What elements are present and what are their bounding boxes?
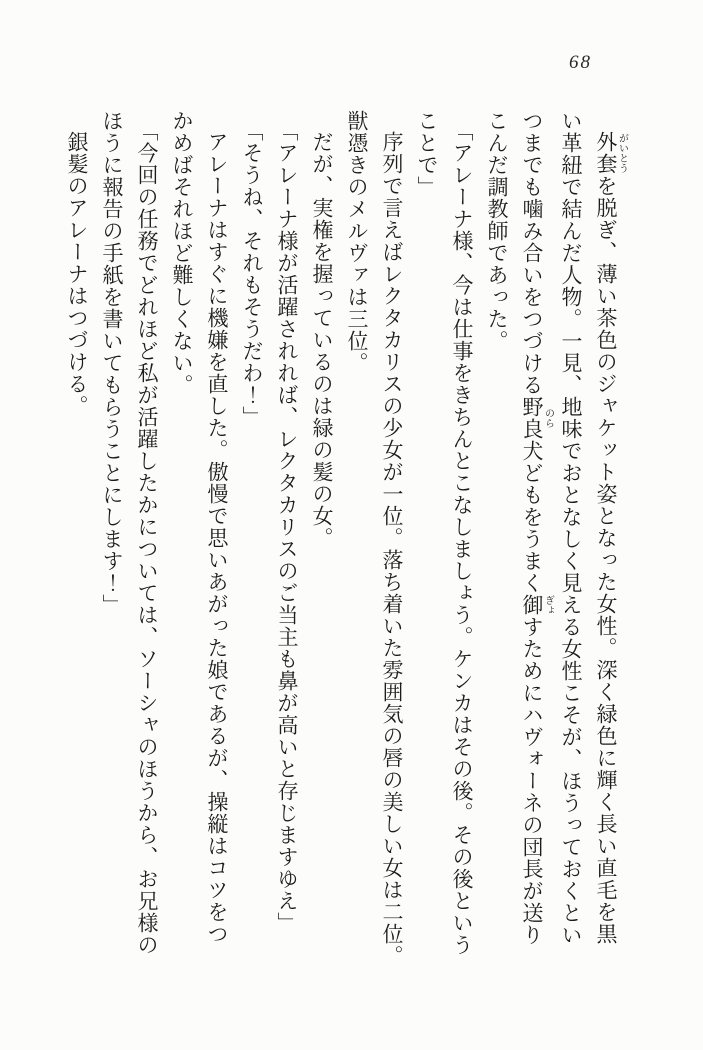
page-number: 68	[569, 52, 592, 73]
text-line: だが、実権を握っているのは緑の髪の女。	[310, 131, 334, 549]
text-line: アレーナはすぐに機嫌を直した。傲慢で思いあがった娘であるが、操縦はコツをつ	[205, 131, 229, 945]
text-line: 「そうね、それもそうだわ！」	[240, 120, 264, 428]
ruby-annotated-word: 御ぎょ	[520, 594, 554, 616]
furigana: がいとう	[616, 131, 628, 175]
text-line: ほうに報告の手紙を書いてもらうことにします！」	[100, 110, 124, 616]
text-line: 銀髪のアレーナはつづける。	[65, 131, 89, 417]
ruby-annotated-word: 外套がいとう	[594, 131, 628, 175]
text-line: かめばそれほど難しくない。	[170, 110, 194, 396]
text-line: 「アレーナ様が活躍されれば、レクタカリスのご当主も鼻が高いと存じますゆえ」	[275, 120, 299, 934]
text-line: 「今回の任務でどれほど私が活躍したかについては、ソーシャのほうから、お兄様の	[135, 120, 159, 956]
text-line: ことで」	[415, 110, 439, 198]
text-line: 序列で言えばレクタカリスの少女が一位。落ち着いた雰囲気の唇の美しい女は二位。	[380, 131, 404, 967]
text-line: 「アレーナ様、今は仕事をきちんとこなしましょう。ケンカはその後。その後という	[450, 120, 474, 956]
text-line: つまでも噛み合いをつづける野良のら犬どもをうまく御ぎょすためにハヴォーネの団長が送り	[520, 110, 554, 946]
text-line: い革紐で結んだ人物。一見、地味でおとなしく見える女性こそが、ほうっておくとい	[559, 110, 583, 946]
furigana: のら	[542, 396, 554, 440]
text-line: 外套がいとうを脱ぎ、薄い茶色のジャケット姿となった女性。深く緑色に輝く長い直毛を黒	[594, 131, 628, 945]
ruby-annotated-word: 野良のら	[520, 396, 554, 440]
text-line: こんだ調教師であった。	[485, 110, 509, 352]
furigana: ぎょ	[542, 594, 554, 616]
text-line: 獣憑きのメルヴァは三位。	[345, 110, 369, 374]
novel-text-block	[59, 110, 628, 967]
